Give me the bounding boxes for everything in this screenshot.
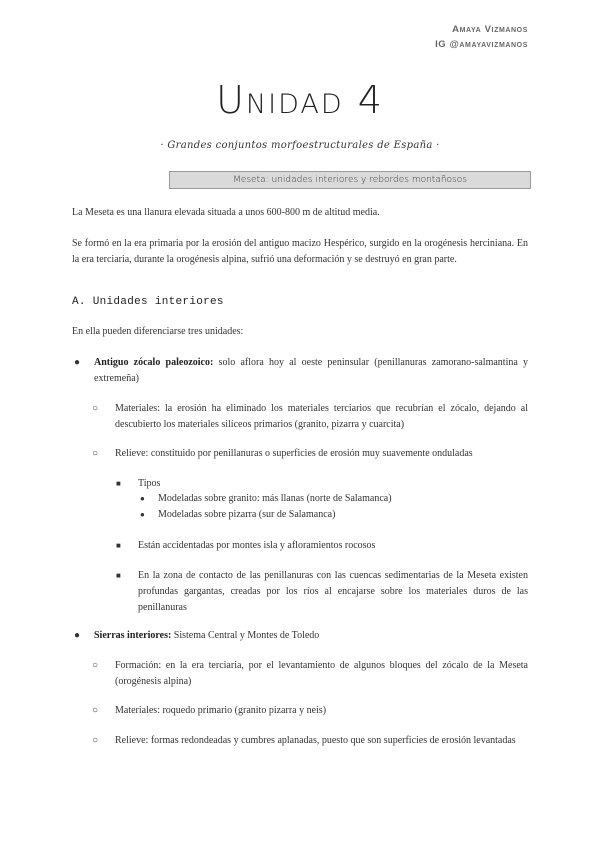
relief-point-montes: Están accidentadas por montes isla y afloramientos rocosos [138,540,376,551]
intro-paragraph-1: La Meseta es una llanura elevada situada a unos 600-800 m de altitud media. [72,207,380,218]
bullet-square-icon: ■ [116,541,121,550]
sub-item-materiales-sierras: Materiales: roquedo primario (granito pizarra y neis) [115,705,327,716]
bullet-circle-icon: ○ [92,660,99,671]
bullet-disc-icon: ● [74,630,81,641]
author-block [435,22,528,52]
sub-item-relieve: Relieve: constituido por penillanuras o superficies de erosión muy suavemente onduladas [115,448,473,459]
list-item-sierras [94,628,528,644]
relief-point-gargantas: En la zona de contacto de las penillanuras con las cuencas sedimentarias de la Meseta existen profundas gargantas, creadas por los ríos al encajarse sobre los materiales duros de las penillanuras [138,570,528,613]
page-subtitle: · Grandes conjuntos morfoestructurales de España · [160,140,440,151]
list-item-text: Sistema Central y Montes de Toledo [171,630,320,641]
author-handle: IG @amayavizmanos [435,39,528,50]
bullet-square-icon: ■ [116,571,121,580]
bullet-square-icon: ■ [116,479,121,488]
tipo-granito: Modeladas sobre granito: más llanas (norte de Salamanca) [158,493,392,504]
page-title: Unidad 4 [216,78,384,122]
section-banner: Meseta: unidades interiores y rebordes montañosos [169,171,531,189]
intro-paragraph-2: Se formó en la era primaria por la erosión del antiguo macizo Hespérico, surgido en la orogénesis herciniana. En la era terciaria, durante la orogénesis alpina, sufrió una deformación y se destruyó en gran parte. [72,238,528,265]
sub-item-relieve-sierras: Relieve: formas redondeadas y cumbres aplanadas, puesto que son superficies de erosión levantadas [115,735,516,746]
sub-item-formacion: Formación: en la era terciaria, por el levantamiento de algunos bloques del zócalo de la Meseta (orogénesis alpina) [115,660,528,687]
section-heading: A. Unidades interiores [72,296,224,308]
tipo-pizarra: Modeladas sobre pizarra (sur de Salamanca) [158,509,336,520]
bullet-circle-icon: ○ [92,448,99,459]
bullet-disc-icon: ● [140,510,145,519]
author-name: Amaya Vizmanos [452,24,528,35]
list-item-text: solo aflora hoy al oeste peninsular (penillanuras zamorano-salmantina y extremeña) [94,357,529,384]
list-item-term: Sierras interiores: [94,630,172,641]
bullet-disc-icon: ● [74,357,81,368]
list-item-zocalo [94,355,528,387]
bullet-circle-icon: ○ [92,735,99,746]
section-lead: En ella pueden diferenciarse tres unidades: [72,326,244,337]
tipos-label: Tipos [138,478,161,489]
sub-item-materiales: Materiales: la erosión ha eliminado los materiales terciarios que recubrían el zócalo, dejando al descubierto los materiales silíceos primarios (granito, pizarra y cuarcita) [115,403,528,430]
list-item-term: Antiguo zócalo paleozoico: [94,357,214,368]
bullet-disc-icon: ● [140,494,145,503]
bullet-circle-icon: ○ [92,403,99,414]
bullet-circle-icon: ○ [92,705,99,716]
